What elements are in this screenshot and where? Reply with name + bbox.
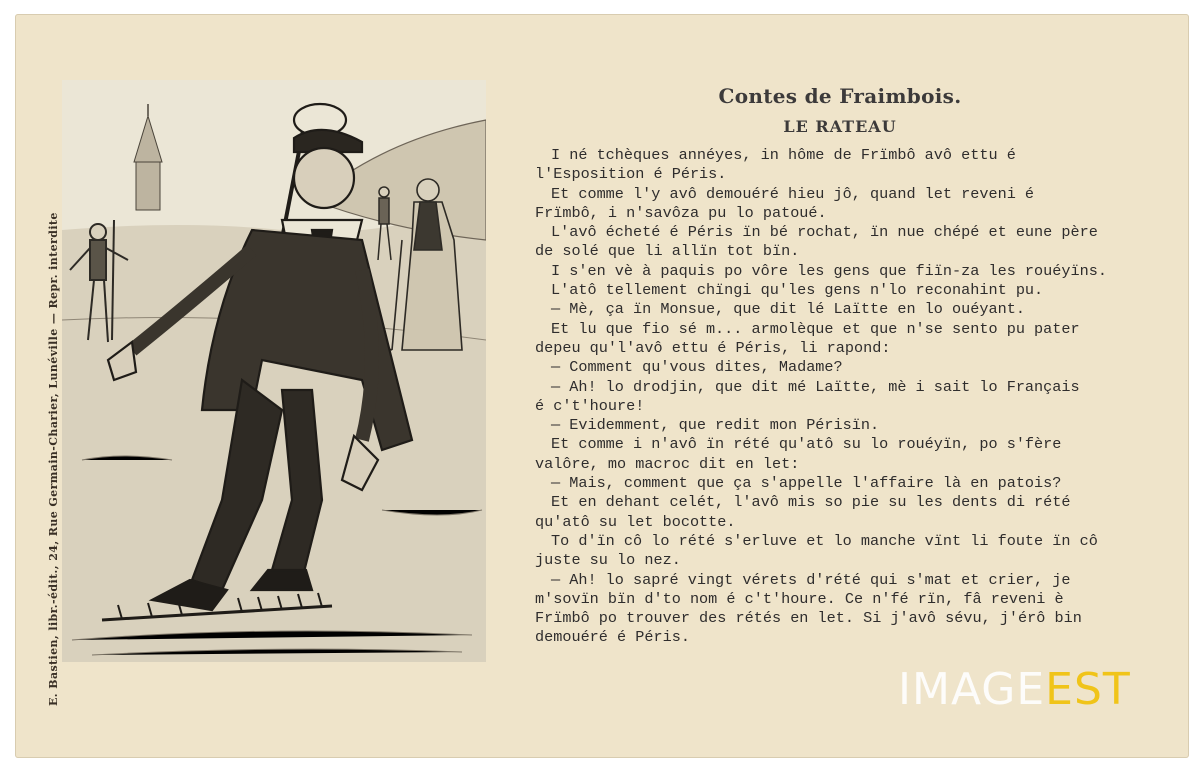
story-line: valôre, mo macroc dit en let: (535, 454, 800, 473)
story-line: — Ah! lo sapré vingt vérets d'rété qui s'mat et crier, je (551, 570, 1071, 589)
story-line: l'Esposition é Péris. (535, 165, 727, 184)
story-line: — Evidemment, que redit mon Périsïn. (551, 416, 880, 435)
story-line: de solé que li allïn tot bïn. (535, 242, 800, 261)
series-title: Contes de Fraimbois. (718, 84, 962, 108)
story-line: Et en dehant celét, l'avô mis so pie su les dents di rété (551, 493, 1071, 512)
story-line: To d'ïn cô lo rété s'erluve et lo manche vïnt li foute ïn cô (551, 531, 1098, 550)
story-line: Et comme i n'avô ïn rété qu'atô su lo rouéyïn, po s'fère (551, 435, 1062, 454)
story-line: L'atô tellement chïngi qu'les gens n'lo reconahint pu. (551, 281, 1044, 300)
story-line: Frïmbô po trouver des rétés en let. Si j'avô sévu, j'érô bin (535, 609, 1082, 628)
story-line: — Comment qu'vous dites, Madame? (551, 358, 843, 377)
story-line: — Ah! lo drodjin, que dit mé Laïtte, mè i sait lo Français (551, 377, 1080, 396)
story-line: L'avô écheté é Péris ïn bé rochat, ïn nue chépé et eune père (551, 223, 1098, 242)
illustration (62, 80, 486, 662)
illustration-drawing (62, 80, 486, 662)
watermark-image: IMAGE (898, 664, 1046, 715)
watermark-logo (898, 664, 1131, 715)
story-line: Frïmbô, i n'savôza pu lo patoué. (535, 203, 827, 222)
watermark-est: EST (1045, 664, 1131, 715)
story-line: depeu qu'l'avô ettu é Péris, li rapond: (535, 338, 891, 357)
story-line: qu'atô su let bocotte. (535, 512, 736, 531)
story-line: — Mè, ça ïn Monsue, que dit lé Laïtte en lo ouéyant. (551, 300, 1025, 319)
story-line: m'sovïn bïn d'to nom é c't'houre. Ce n'fé rïn, fâ reveni è (535, 589, 1064, 608)
publisher-imprint: E. Bastien, libr.-édit., 24, Rue Germain-Charier, Lunéville — Repr. interdite (47, 212, 60, 706)
story-line: Et comme l'y avô demouéré hieu jô, quand let reveni é (551, 184, 1035, 203)
story-text (535, 146, 1140, 648)
story-title: LE RATEAU (783, 117, 897, 136)
story-line: — Mais, comment que ça s'appelle l'affaire là en patois? (551, 474, 1062, 493)
story-line: é c't'houre! (535, 396, 645, 415)
story-line: I né tchèques annéyes, in hôme de Frïmbô avô ettu é (551, 146, 1016, 164)
story-line: juste su lo nez. (535, 551, 681, 570)
story-line: Et lu que fio sé m... armolèque et que n'se sento pu pater (551, 319, 1080, 338)
story-line: I s'en vè à paquis po vôre les gens que fiïn-za les rouéyïns. (551, 261, 1107, 280)
story-line: demouéré é Péris. (535, 628, 690, 647)
